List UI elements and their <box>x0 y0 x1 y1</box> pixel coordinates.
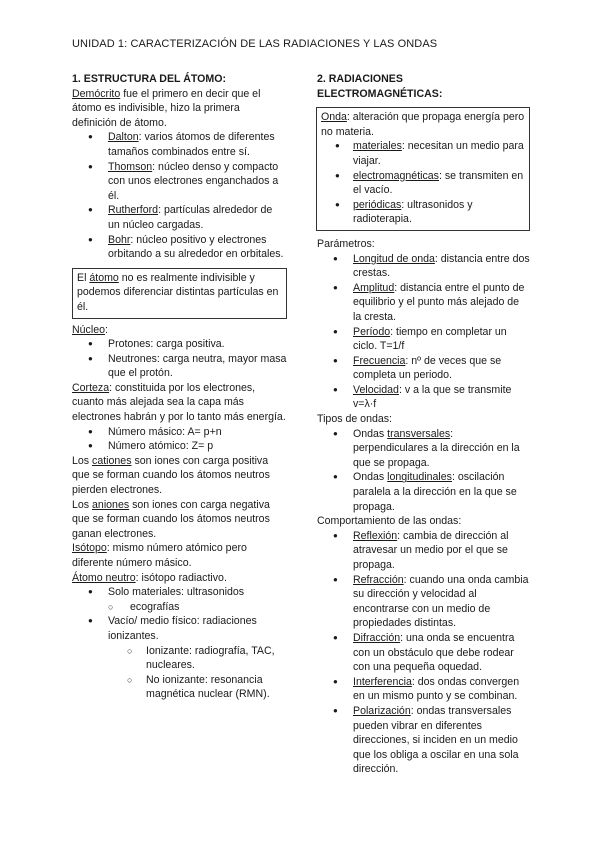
uses-list <box>72 585 287 600</box>
list-item: ○ Ionizante: radiografía, TAC, nucleares. <box>72 644 287 673</box>
term-dalton: Dalton <box>108 131 139 144</box>
atom-note-box: El átomo no es realmente indivisible y podemos diferenciar distintas partículas en él. <box>72 268 287 319</box>
list-item: ● Solo materiales: ultrasonidos <box>72 585 287 600</box>
list-item: ● Difracción: una onda se encuentra con un obstáculo que debe rodear con una pequeña oquedad. <box>317 631 530 675</box>
comportamiento-list <box>317 529 530 777</box>
wave-definition-box: Onda: alteración que propaga energía pero no materia. ● materiales: necesitan un medio para viajar. ● electromagnéticas: se transmiten en el vacío. ● periódicas: ultrasonidos y radioterapia. <box>316 107 530 231</box>
list-item: ● Refracción: cuando una onda cambia su dirección y velocidad al encontrarse con un medio de propiedades distintas. <box>317 573 530 631</box>
section-heading-atom: 1. ESTRUCTURA DEL ÁTOMO: <box>72 73 227 85</box>
term-thomson: Thomson <box>108 160 153 173</box>
uses-sublist-1 <box>72 600 287 615</box>
tipos-list <box>317 427 530 515</box>
list-item: ● Velocidad: v a la que se transmite v=λ·f <box>317 383 530 412</box>
term-onda: Onda <box>321 111 347 124</box>
term-cationes: cationes <box>92 454 132 467</box>
uses-sublist-2 <box>72 644 287 702</box>
parametros-label: Parámetros: <box>317 237 375 250</box>
term-rutherford: Rutherford <box>108 204 159 217</box>
term-isotopo: Isótopo <box>72 542 107 555</box>
list-item: ● Protones: carga positiva. <box>72 337 287 352</box>
section-heading-radiation: 2. RADIACIONES ELECTROMAGNÉTICAS: <box>317 73 443 100</box>
list-item: ● Amplitud: distancia entre el punto de equilibrio y el punto más alejado de la cresta. <box>317 281 530 325</box>
term-atomo-neutro: Átomo neutro <box>72 571 136 584</box>
isotopo-paragraph: Isótopo: mismo número atómico pero diferente número másico. <box>72 542 247 569</box>
list-item: ○ ecografías <box>72 600 287 615</box>
nucleo-label: Núcleo: <box>72 323 108 336</box>
page-title: UNIDAD 1: CARACTERIZACIÓN DE LAS RADIACIONES Y LAS ONDAS <box>72 38 438 50</box>
aniones-paragraph: Los aniones son iones con carga negativa que se forman cuando los átomos neutros ganan electrones. <box>72 498 270 540</box>
uses-list-2 <box>72 614 287 643</box>
list-item: ● periódicas: ultrasonidos y radioterapia. <box>321 198 525 227</box>
list-item: ● materiales: necesitan un medio para viajar. <box>321 139 525 168</box>
atomic-models-list <box>72 130 287 261</box>
section-atom-structure <box>72 72 287 702</box>
wave-kinds-list <box>321 139 525 227</box>
list-item: ● Ondas longitudinales: oscilación paralela a la dirección en la que se propaga. <box>317 470 530 514</box>
tipos-label: Tipos de ondas: <box>317 413 392 426</box>
list-item: ● Polarización: ondas transversales pueden vibrar en diferentes direcciones, si inciden en un medio que los obliga a oscilar en una sola dirección. <box>317 704 530 777</box>
list-item: ● Frecuencia: nº de veces que se completa un periodo. <box>317 354 530 383</box>
list-item: ● Interferencia: dos ondas convergen en un mismo punto y se combinan. <box>317 675 530 704</box>
list-item: ● Número atómico: Z= p <box>72 439 287 454</box>
corteza-list <box>72 425 287 454</box>
list-item: ● Bohr: núcleo positivo y electrones orbitando a su alrededor en orbitales. <box>72 233 287 262</box>
corteza-paragraph: Corteza: constituida por los electrones, cuanto más alejada sea la capa más electrones habrán y por lo tanto más energía. <box>72 381 286 424</box>
list-item: ● Neutrones: carga neutra, mayor masa que el protón. <box>72 352 287 381</box>
parametros-list <box>317 252 530 413</box>
term-atomo: átomo <box>89 271 119 284</box>
list-item: ● Thomson: núcleo denso y compacto con unos electrones enganchados a él. <box>72 160 287 204</box>
term-democrito: Demócrito <box>72 87 121 100</box>
list-item: ● Ondas transversales: perpendiculares a la dirección en la que se propaga. <box>317 427 530 471</box>
term-aniones: aniones <box>92 498 130 511</box>
list-item: ● Número másico: A= p+n <box>72 425 287 440</box>
list-item: ● Reflexión: cambia de dirección al atravesar un medio por el que se propaga. <box>317 529 530 573</box>
list-item: ● Rutherford: partículas alrededor de un núcleo cargadas. <box>72 203 287 232</box>
democrito-paragraph: Demócrito fue el primero en decir que el átomo es indivisible, hizo la primera definición de átomo. <box>72 87 261 129</box>
list-item: ● electromagnéticas: se transmiten en el vacío. <box>321 169 525 198</box>
list-item: ● Longitud de onda: distancia entre dos crestas. <box>317 252 530 281</box>
nucleo-list <box>72 337 287 381</box>
section-em-radiation <box>317 72 530 777</box>
term-bohr: Bohr <box>108 233 131 246</box>
list-item: ● Dalton: varios átomos de diferentes tamaños combinados entre sí. <box>72 130 287 159</box>
comportamiento-label: Comportamiento de las ondas: <box>317 515 462 528</box>
term-corteza: Corteza <box>72 381 110 394</box>
list-item: ○ No ionizante: resonancia magnética nuclear (RMN). <box>72 673 287 702</box>
list-item: ● Vacío/ medio físico: radiaciones ionizantes. <box>72 614 287 643</box>
cationes-paragraph: Los cationes son iones con carga positiva que se forman cuando los átomos neutros pierden electrones. <box>72 454 270 497</box>
atomo-neutro-paragraph: Átomo neutro: isótopo radiactivo. <box>72 571 227 584</box>
list-item: ● Período: tiempo en completar un ciclo. T=1/f <box>317 325 530 354</box>
